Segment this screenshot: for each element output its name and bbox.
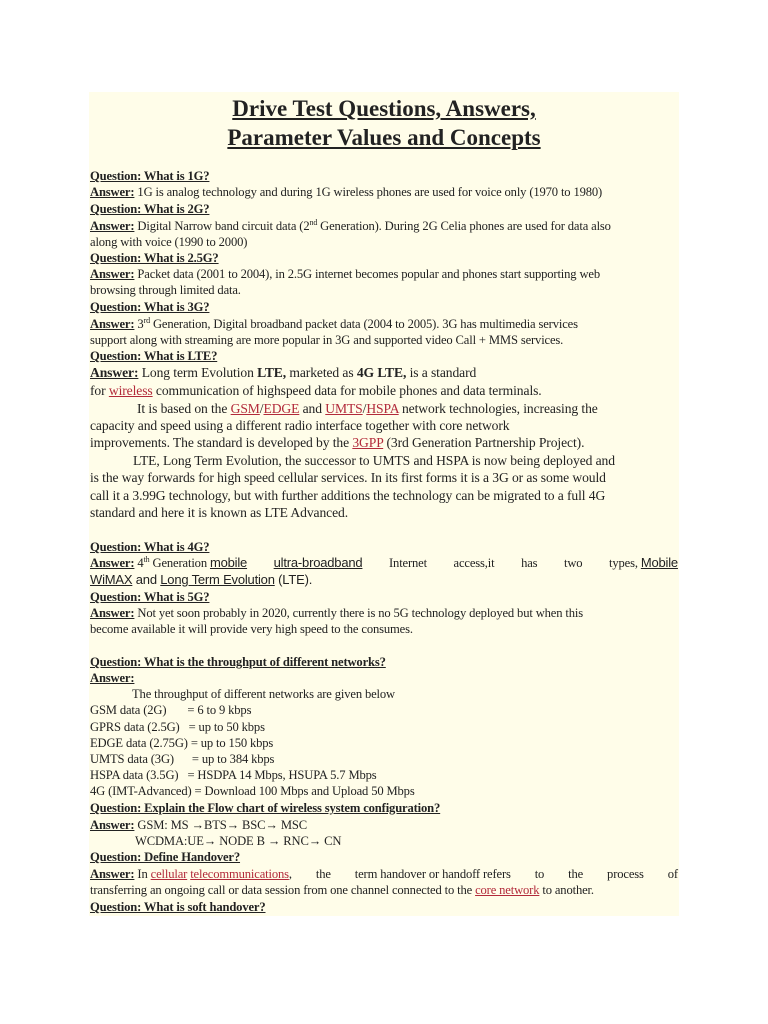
superscript: rd [143, 315, 150, 325]
answer-label: Answer: [90, 867, 135, 881]
answer-2-5g [90, 266, 678, 282]
word-of: of [667, 867, 678, 881]
lte-abbrev: (LTE). [274, 572, 313, 587]
superscript: nd [309, 217, 318, 227]
answer-3g-line-2: support along with streaming are more popular in 3G and supported video Call + MMS services. [90, 333, 564, 347]
superscript: th [143, 554, 150, 564]
lte-paragraph-2-line-3: call it a 3.99G technology, but with further additions the technology can be migrated to a full 4G [90, 488, 606, 503]
word-process: process [607, 867, 644, 881]
answer-4g-line-2 [90, 572, 678, 588]
slash: / [362, 401, 367, 416]
question-5g: Question: What is 5G? [90, 590, 210, 604]
hspa-link[interactable]: HSPA [366, 401, 399, 416]
word-in: In [134, 867, 151, 881]
long-term-evolution-link[interactable]: Long Term Evolution [160, 572, 275, 587]
answer-label: Answer: [90, 267, 135, 281]
flow-gsm: GSM: MS →BTS→ BSC→ MSC [134, 818, 307, 832]
word-the: the [315, 867, 331, 881]
word-types: types, [608, 556, 638, 570]
question-4g: Question: What is 4G? [90, 540, 210, 554]
answer-lte-line-3 [137, 401, 725, 417]
question-flow-chart: Question: Explain the Flow chart of wireless system configuration? [90, 801, 441, 815]
answer-4g-text-2: Generation [149, 556, 210, 570]
answer-5g [90, 605, 678, 621]
edge-link[interactable]: EDGE [263, 401, 300, 416]
4g-lte-term: 4G LTE, [356, 365, 407, 380]
and-text: and [299, 401, 326, 416]
word-the: the [568, 867, 584, 881]
answer-label: Answer: [90, 818, 135, 832]
answer-lte-text-2: marketed as [286, 365, 357, 380]
answer-label: Answer: [90, 606, 135, 620]
telecommunications-link[interactable]: telecommunications [190, 867, 289, 881]
mobile-wimax-link[interactable]: Mobile [640, 555, 678, 570]
answer-lte-text: Long term Evolution [138, 365, 258, 380]
answer-label: Answer: [90, 365, 139, 380]
throughput-4g: 4G (IMT-Advanced) = Download 100 Mbps and Upload 50 Mbps [90, 784, 415, 798]
answer-3g-text-2: Generation, Digital broadband packet data (2004 to 2005). 3G has multimedia services [149, 317, 578, 331]
throughput-intro: The throughput of different networks are given below [132, 687, 396, 701]
answer-1g [90, 184, 678, 200]
answer-lte-line-1 [90, 365, 678, 381]
answer-lte-line-5 [90, 435, 678, 451]
throughput-gsm: GSM data (2G) = 6 to 9 kbps [90, 703, 252, 717]
lte-text-2: communication of highspeed data for mobile phones and data terminals. [152, 383, 542, 398]
comma: , [288, 867, 292, 881]
throughput-gprs: GPRS data (2.5G) = up to 50 kbps [90, 720, 265, 734]
answer-lte-text-3: is a standard [406, 365, 477, 380]
ultra-broadband-link[interactable]: ultra-broadband [273, 555, 363, 570]
answer-4g-text: 4 [134, 556, 144, 570]
and-text: and [132, 572, 161, 587]
answer-2-5g-text: Packet data (2001 to 2004), in 2.5G internet becomes popular and phones start supporting web [134, 267, 600, 281]
lte-paragraph-2-line-2: is the way forwards for high speed cellular services. In its first forms it is a 3G or as some would [90, 470, 606, 485]
core-network-link[interactable]: core network [475, 883, 540, 897]
answer-handover-line-2 [90, 882, 678, 898]
types-mobile [609, 555, 678, 571]
wimax-link[interactable]: WiMAX [90, 572, 133, 587]
document-title-line-2: Parameter Values and Concepts [227, 125, 541, 150]
answer-flow-chart [90, 817, 678, 833]
umts-link[interactable]: UMTS [325, 401, 363, 416]
answer-label: Answer: [90, 219, 135, 233]
question-2g: Question: What is 2G? [90, 202, 210, 216]
question-3g: Question: What is 3G? [90, 300, 210, 314]
3gpp-link[interactable]: 3GPP [352, 435, 384, 450]
answer-5g-text: Not yet soon probably in 2020, currently there is no 5G technology deployed but when this [134, 606, 583, 620]
answer-5g-line-2: become available it will provide very high speed to the consumes. [90, 622, 413, 636]
answer-label: Answer: [90, 556, 135, 570]
word-access: access,it [453, 556, 495, 570]
word-has: has [521, 556, 538, 570]
lte-text: It is based on the [137, 401, 231, 416]
question-1g: Question: What is 1G? [90, 169, 210, 183]
handover-lead [90, 866, 292, 882]
flow-wcdma: WCDMA:UE→ NODE B → RNC→ CN [135, 834, 342, 848]
handover-definition-text: term handover or handoff refers [354, 867, 511, 881]
answer-3g-text: 3 [134, 317, 144, 331]
throughput-umts: UMTS data (3G) = up to 384 kbps [90, 752, 275, 766]
gsm-link[interactable]: GSM [230, 401, 260, 416]
answer-3g [90, 316, 678, 332]
answer-lte-line-2 [90, 383, 678, 399]
answer-2g-text: Digital Narrow band circuit data (2 [134, 219, 310, 233]
question-soft-handover: Question: What is soft handover? [90, 900, 266, 914]
throughput-hspa: HSPA data (3.5G) = HSDPA 14 Mbps, HSUPA 5.7 Mbps [90, 768, 377, 782]
answer-label: Answer: [90, 317, 135, 331]
wireless-link[interactable]: wireless [108, 383, 153, 398]
word-internet: Internet [389, 556, 427, 570]
lte-text-2: (3rd Generation Partnership Project). [383, 435, 585, 450]
question-2-5g: Question: What is 2.5G? [90, 251, 219, 265]
answer-label: Answer: [90, 185, 135, 199]
lte-term: LTE, [257, 365, 287, 380]
mobile-link[interactable]: mobile [209, 555, 248, 570]
throughput-edge: EDGE data (2.75G) = up to 150 kbps [90, 736, 274, 750]
slash: / [259, 401, 264, 416]
document-page [89, 92, 679, 916]
answer-lte-line-4: capacity and speed using a different radio interface together with core network [90, 418, 510, 433]
lte-text-2: network technologies, increasing the [398, 401, 598, 416]
answer-4g-lead [90, 555, 247, 571]
question-throughput: Question: What is the throughput of different networks? [90, 655, 386, 669]
document-title-line-1: Drive Test Questions, Answers, [232, 96, 536, 121]
answer-label: Answer: [90, 671, 135, 685]
answer-2g-text-2: Generation). During 2G Celia phones are used for data also [317, 219, 611, 233]
answer-2g-line-2: along with voice (1990 to 2000) [90, 235, 248, 249]
answer-4g-line-1 [90, 555, 678, 571]
question-lte: Question: What is LTE? [90, 349, 218, 363]
word-to: to [534, 867, 545, 881]
answer-handover-line-1 [90, 866, 678, 882]
answer-2g [90, 218, 678, 234]
cellular-link[interactable]: cellular [150, 867, 188, 881]
answer-2-5g-line-2: browsing through limited data. [90, 283, 241, 297]
lte-text: improvements. The standard is developed by the [90, 435, 353, 450]
handover-text-2: to another. [539, 883, 594, 897]
word-two: two [563, 556, 583, 570]
lte-paragraph-2-line-1: LTE, Long Term Evolution, the successor to UMTS and HSPA is now being deployed and [133, 453, 615, 468]
handover-text: transferring an ongoing call or data session from one channel connected to the [90, 883, 476, 897]
lte-text: for [90, 383, 109, 398]
answer-1g-text: 1G is analog technology and during 1G wireless phones are used for voice only (1970 to 1980) [134, 185, 603, 199]
question-handover: Question: Define Handover? [90, 850, 241, 864]
lte-paragraph-2-line-4: standard and here it is known as LTE Advanced. [90, 505, 349, 520]
